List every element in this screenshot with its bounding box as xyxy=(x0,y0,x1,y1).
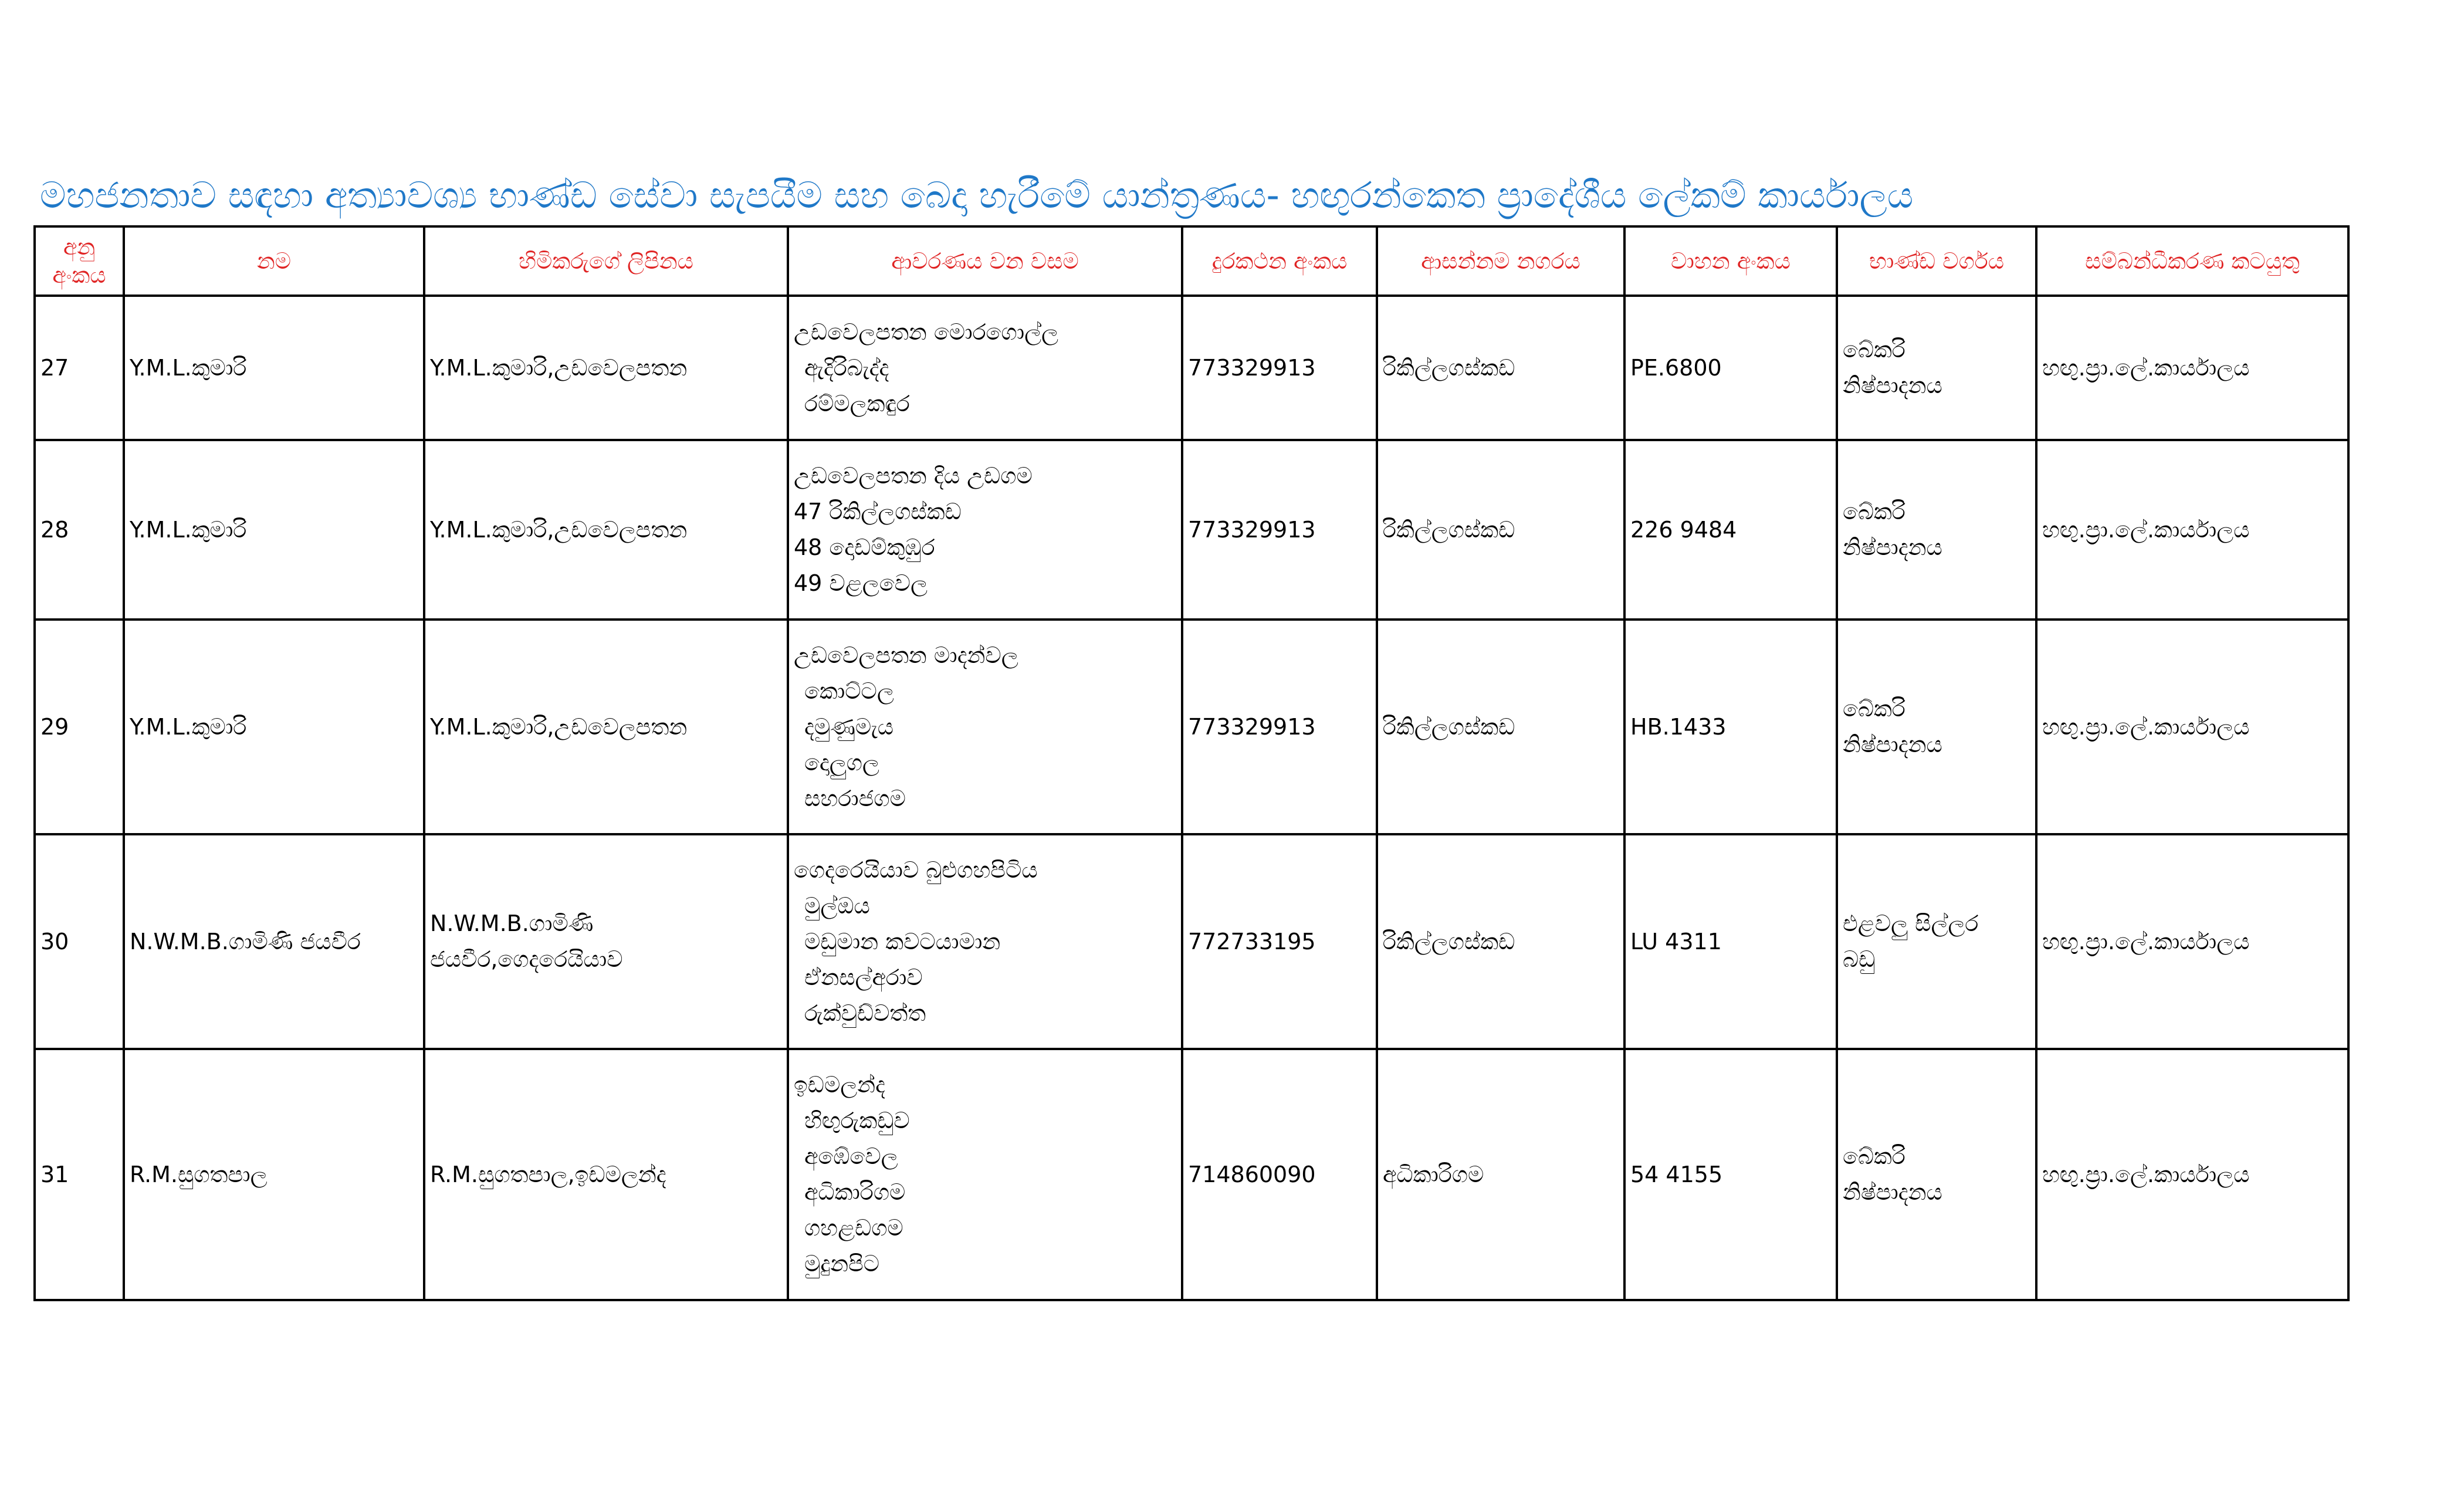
name-cell: Y.M.L.කුමාරි xyxy=(124,620,424,834)
nearest-town-cell: රිකිල්ලගස්කඩ xyxy=(1377,296,1624,440)
name-cell: Y.M.L.කුමාරි xyxy=(124,296,424,440)
coverage-cell-line: මුල්ඔය xyxy=(804,892,870,919)
coverage-cell-line: කොට්ටල xyxy=(804,678,894,704)
page-title: මහජනතාව සඳහා අත්‍යාවශ්‍ය භාණ්ඩ සේවා සැපයීම සහ බෙදා හැරීමේ යාන්ත්‍රණය- හඟුරන්කෙත ප්‍රාදේශීය ලේකම් කාර්යාලය xyxy=(40,174,1914,216)
name-cell: N.W.M.B.ගාමිණි ජයවීර xyxy=(124,834,424,1049)
vehicle-number-cell: LU 4311 xyxy=(1624,834,1837,1049)
header-coordination: සම්බන්ධීකරණ කටයුතු xyxy=(2036,226,2348,296)
coverage-cell-line: ඒනසල්අරාව xyxy=(804,964,923,990)
coverage-cell-line: ඉඩමලන්ද xyxy=(794,1072,885,1098)
coordination-cell: හඟු.ප්‍රා.ලේ.කාර්යාලය xyxy=(2036,834,2348,1049)
vehicle-number-cell: 54 4155 xyxy=(1624,1049,1837,1300)
header-owner-address: හිමිකරුගේ ලිපිනය xyxy=(424,226,788,296)
goods-type-cell-line: බඩු xyxy=(1843,946,1876,972)
coverage-cell-line: රුක්වුඩ්වත්ත xyxy=(804,1000,926,1026)
goods-type-cell xyxy=(1837,834,2036,1049)
nearest-town-cell: අධිකාරිගම xyxy=(1377,1049,1624,1300)
vehicle-number-cell: PE.6800 xyxy=(1624,296,1837,440)
table-row xyxy=(35,620,2348,834)
coverage-cell-line: 49 වළලවෙල xyxy=(794,570,928,596)
table-row xyxy=(35,440,2348,620)
owner-address-cell-line: N.W.M.B.ගාමිණි xyxy=(430,911,594,936)
coverage-cell-line: දොලුගල xyxy=(804,749,879,776)
header-goods-type: භාණ්ඩ වර්ගය xyxy=(1837,226,2036,296)
coverage-cell-line: සහරාජගම xyxy=(804,785,906,811)
vehicle-number-cell: 226 9484 xyxy=(1624,440,1837,620)
coverage-cell-line: ගෙදරෙයියාව බුළුගහපිටිය xyxy=(794,857,1038,883)
owner-address-cell-line: Y.M.L.කුමාරි,උඩවෙලපතන xyxy=(430,713,688,740)
distributor-table xyxy=(33,225,2350,1301)
coverage-cell-line: අධිකාරිගම xyxy=(804,1179,906,1205)
coverage-cell-line: රම්මලකඳුර xyxy=(804,390,910,417)
owner-address-cell-line: ජයවීර,ගෙදරෙයියාව xyxy=(430,946,623,972)
coordination-cell: හඟු.ප්‍රා.ලේ.කාර්යාලය xyxy=(2036,620,2348,834)
coordination-cell: හඟු.ප්‍රා.ලේ.කාර්යාලය xyxy=(2036,1049,2348,1300)
vehicle-number-cell: HB.1433 xyxy=(1624,620,1837,834)
coverage-cell-line: මුදුනපිට xyxy=(804,1251,880,1277)
phone-cell: 773329913 xyxy=(1182,620,1377,834)
goods-type-cell-line: නිෂ්පාදනය xyxy=(1843,732,1942,757)
name-cell: Y.M.L.කුමාරි xyxy=(124,440,424,620)
table-row xyxy=(35,296,2348,440)
coverage-cell-line: මඩුමාන කවටයාමාන xyxy=(804,928,1001,955)
owner-address-cell xyxy=(424,440,788,620)
goods-type-cell xyxy=(1837,1049,2036,1300)
coverage-cell-line: උඩවෙලපතන මොරගොල්ල xyxy=(794,319,1059,345)
table-row xyxy=(35,1049,2348,1300)
goods-type-cell-line: බේකරි xyxy=(1843,696,1905,722)
phone-cell: 772733195 xyxy=(1182,834,1377,1049)
nearest-town-cell: රිකිල්ලගස්කඩ xyxy=(1377,620,1624,834)
owner-address-cell xyxy=(424,1049,788,1300)
coverage-cell xyxy=(788,620,1182,834)
goods-type-cell xyxy=(1837,620,2036,834)
goods-type-cell xyxy=(1837,296,2036,440)
header-coverage-area: ආවරණය වන වසම xyxy=(788,226,1182,296)
coordination-cell: හඟු.ප්‍රා.ලේ.කාර්යාලය xyxy=(2036,440,2348,620)
goods-type-cell-line: බේකරි xyxy=(1843,1143,1905,1169)
serial-number-cell: 31 xyxy=(35,1049,124,1300)
name-cell: R.M.සුගතපාල xyxy=(124,1049,424,1300)
coverage-cell-line: උඩවෙලපතන මාදන්වල xyxy=(794,642,1018,668)
serial-number-cell: 29 xyxy=(35,620,124,834)
table-row xyxy=(35,834,2348,1049)
phone-cell: 773329913 xyxy=(1182,296,1377,440)
header-phone: දුරකථන අංකය xyxy=(1182,226,1377,296)
coverage-cell-line: දමුණුමැය xyxy=(804,713,894,740)
coverage-cell-line: අඹේවෙල xyxy=(804,1143,898,1169)
goods-type-cell-line: නිෂ්පාදනය xyxy=(1843,534,1942,560)
owner-address-cell xyxy=(424,296,788,440)
phone-cell: 773329913 xyxy=(1182,440,1377,620)
header-name: නම xyxy=(124,226,424,296)
header-serial-number: අනු අංකය xyxy=(35,226,124,296)
coverage-cell-line: ඇදිරිබැද්ද xyxy=(804,354,889,381)
coverage-cell-line: උඩවෙලපතන දිය උඩගම xyxy=(794,463,1033,489)
coverage-cell-line: 48 දොඩම්කුඹුර xyxy=(794,534,935,560)
serial-number-cell: 30 xyxy=(35,834,124,1049)
coverage-cell-line: ගහළඩගම xyxy=(804,1215,903,1241)
owner-address-cell-line: Y.M.L.කුමාරි,උඩවෙලපතන xyxy=(430,354,688,381)
coverage-cell xyxy=(788,1049,1182,1300)
goods-type-cell-line: එළවලු සිල්ලර xyxy=(1843,911,1979,936)
coverage-cell xyxy=(788,834,1182,1049)
nearest-town-cell: රිකිල්ලගස්කඩ xyxy=(1377,834,1624,1049)
goods-type-cell-line: නිෂ්පාදනය xyxy=(1843,1179,1942,1205)
header-nearest-town: ආසන්නම නගරය xyxy=(1377,226,1624,296)
header-row xyxy=(35,226,2348,296)
nearest-town-cell: රිකිල්ලගස්කඩ xyxy=(1377,440,1624,620)
coverage-cell xyxy=(788,440,1182,620)
goods-type-cell-line: නිෂ්පාදනය xyxy=(1843,373,1942,398)
goods-type-cell xyxy=(1837,440,2036,620)
owner-address-cell-line: R.M.සුගතපාල,ඉඩමලන්ද xyxy=(430,1161,666,1187)
coverage-cell-line: 47 රිකිල්ලගස්කඩ xyxy=(794,499,962,524)
serial-number-cell: 27 xyxy=(35,296,124,440)
serial-number-cell: 28 xyxy=(35,440,124,620)
owner-address-cell-line: Y.M.L.කුමාරි,උඩවෙලපතන xyxy=(430,516,688,543)
coordination-cell: හඟු.ප්‍රා.ලේ.කාර්යාලය xyxy=(2036,296,2348,440)
coverage-cell xyxy=(788,296,1182,440)
owner-address-cell xyxy=(424,620,788,834)
goods-type-cell-line: බේකරි xyxy=(1843,499,1905,524)
goods-type-cell-line: බේකරි xyxy=(1843,337,1905,363)
phone-cell: 714860090 xyxy=(1182,1049,1377,1300)
coverage-cell-line: හිඟුරුකඩුව xyxy=(804,1108,910,1133)
header-vehicle-number: වාහන අංකය xyxy=(1624,226,1837,296)
owner-address-cell xyxy=(424,834,788,1049)
